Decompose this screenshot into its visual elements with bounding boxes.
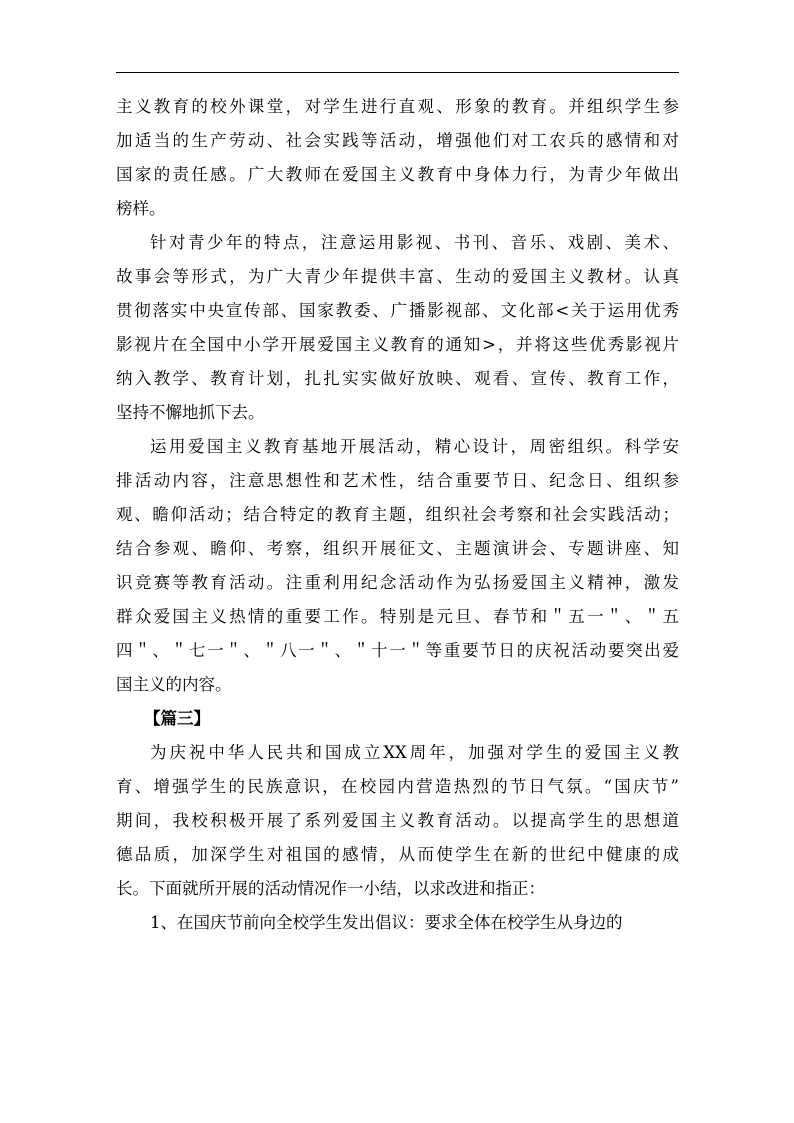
text-line: 四＂、＂七一＂、＂八一＂、＂十一＂等重要节日的庆祝活动要突出爱 <box>116 641 679 660</box>
text-line: 影视片在全国中小学开展爱国主义教育的通知>，并将这些优秀影视片 <box>116 335 679 354</box>
text-line: 坚持不懈地抓下去。 <box>116 403 265 422</box>
text-line: 识竞赛等教育活动。注重利用纪念活动作为弘扬爱国主义精神，激发 <box>116 573 679 592</box>
paragraph-5 <box>116 906 679 940</box>
text-line: 群众爱国主义热情的重要工作。特别是元旦、春节和＂五一＂、＂五 <box>116 607 679 626</box>
text-line: 主义教育的校外课堂，对学生进行直观、形象的教育。并组织学生参 <box>116 97 679 116</box>
text-line: 德品质，加深学生对祖国的感情，从而使学生在新的世纪中健康的成 <box>116 845 679 864</box>
text-line: 纳入教学、教育计划，扎扎实实做好放映、观看、宣传、教育工作， <box>116 369 679 388</box>
section-heading-text: 【篇三】 <box>144 709 210 728</box>
header-rule <box>116 72 679 73</box>
text-line: 长。下面就所开展的活动情况作一小结，以求改进和指正： <box>116 879 545 898</box>
text-line: 国家的责任感。广大教师在爱国主义教育中身体力行，为青少年做出 <box>116 165 679 184</box>
paragraph-4 <box>116 736 679 906</box>
text-line: 榜样。 <box>116 199 166 218</box>
text-line: 排活动内容，注意思想性和艺术性，结合重要节日、纪念日、组织参 <box>116 471 679 490</box>
text-line: 针对青少年的特点，注意运用影视、书刊、音乐、戏剧、美术、 <box>150 233 679 252</box>
paragraph-2 <box>116 226 679 430</box>
text-line: 观、瞻仰活动；结合特定的教育主题，组织社会考察和社会实践活动； <box>116 505 679 524</box>
text-line: 加适当的生产劳动、社会实践等活动，增强他们对工农兵的感情和对 <box>116 131 679 150</box>
text-line: 故事会等形式，为广大青少年提供丰富、生动的爱国主义教材。认真 <box>116 267 679 286</box>
text-line: 国主义的内容。 <box>116 675 232 694</box>
text-line: 为庆祝中华人民共和国成立XX周年，加强对学生的爱国主义教 <box>150 743 679 762</box>
paragraph-1 <box>116 90 679 226</box>
text-line: 结合参观、瞻仰、考察，组织开展征文、主题演讲会、专题讲座、知 <box>116 539 679 558</box>
text-line: 育、增强学生的民族意识，在校园内营造热烈的节日气氛。“国庆节” <box>116 777 679 796</box>
text-line: 运用爱国主义教育基地开展活动，精心设计，周密组织。科学安 <box>150 437 679 456</box>
text-line: 期间，我校积极开展了系列爱国主义教育活动。以提高学生的思想道 <box>116 811 679 830</box>
text-line: 贯彻落实中央宣传部、国家教委、广播影视部、文化部<关于运用优秀 <box>116 301 679 320</box>
section-heading <box>116 702 679 736</box>
document-body <box>116 90 679 940</box>
text-line: 1、在国庆节前向全校学生发出倡议：要求全体在校学生从身边的 <box>150 913 623 932</box>
paragraph-3 <box>116 430 679 702</box>
